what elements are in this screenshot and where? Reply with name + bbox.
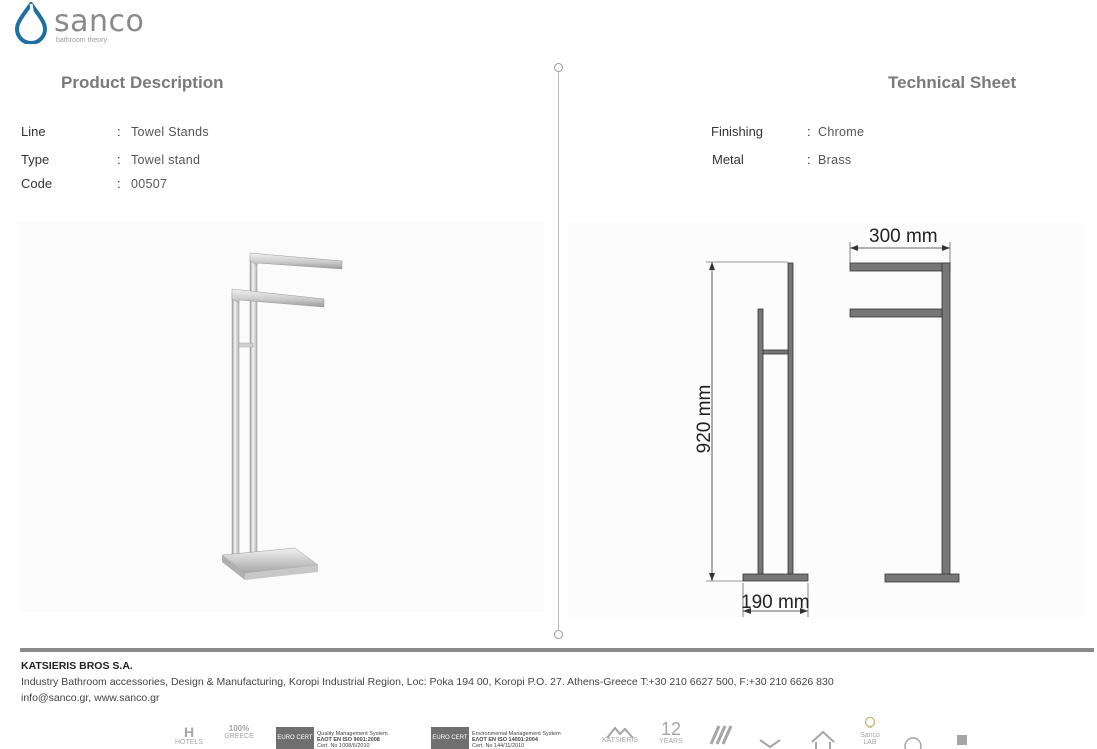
technical-sheet-title: Technical Sheet [888, 73, 1017, 92]
stripes-badge [706, 724, 734, 748]
greece-percent: 100% [228, 724, 250, 733]
chevron-badge-icon [758, 738, 782, 749]
finishing-label: Finishing [711, 124, 764, 139]
sanco-logo-icon [14, 2, 48, 44]
square-badge-icon [950, 732, 972, 749]
metal-label: Metal [712, 152, 744, 167]
years-number: 12 [660, 719, 682, 739]
height-dimension-label: 920 mm [694, 384, 715, 454]
lightbulb-icon [862, 716, 878, 730]
line-colon: : [117, 124, 121, 139]
hotels-icon: H [183, 724, 195, 740]
type-colon: : [117, 152, 121, 167]
code-value: 00507 [131, 177, 168, 191]
footer-rule [20, 648, 1094, 652]
brand-name: sanco [54, 4, 145, 39]
towel-stand-photo [200, 245, 360, 590]
line-label: Line [21, 124, 46, 139]
code-colon: : [117, 176, 121, 191]
greece-badge [222, 724, 256, 740]
years-badge [657, 720, 685, 745]
metal-colon: : [807, 152, 811, 167]
company-name: KATSIERIS BROS S.A. [21, 660, 133, 672]
iso9001-cert-no: Cert. No 1008/6/2010 [317, 743, 370, 749]
house-badge-icon [810, 730, 836, 749]
line-value: Towel Stands [131, 125, 209, 139]
brand-tagline: bathroom theory [56, 37, 107, 44]
iso14001-standard: ΕΛΟΤ EN ISO 14001:2004 [472, 737, 538, 743]
width-dimension-label: 300 mm [869, 226, 938, 247]
divider-bottom-dot [554, 630, 563, 639]
katsieris-label: KATSIERIS [601, 737, 639, 744]
product-description-title: Product Description [61, 73, 224, 92]
finishing-value: Chrome [818, 125, 865, 139]
type-label: Type [21, 152, 50, 167]
years-label: YEARS [659, 738, 683, 745]
sanco-lab-label: Sanco LAB [860, 732, 880, 746]
base-dimension-label: 190 mm [741, 592, 810, 613]
circle-badge-icon [903, 736, 923, 749]
iso14001-text [472, 731, 582, 749]
greece-label: GREECE [224, 733, 254, 740]
type-value: Towel stand [131, 153, 201, 167]
stripes-icon [707, 724, 733, 746]
euro-cert-9001-badge: EURO CERT [276, 727, 314, 749]
technical-drawing [690, 225, 980, 620]
katsieris-badge [600, 725, 640, 744]
hotels-label: HOTELS [174, 739, 203, 746]
hotels-badge [173, 725, 205, 746]
company-address: Industry Bathroom accessories, Design & Manufacturing, Koropi Industrial Region, Loc: Poka 194 00, Koropi P.O. 27. Athens-Greece T:+30 210 6627 500, F:+30 210 6626 830 [21, 676, 834, 688]
code-label: Code [21, 176, 53, 191]
company-contact: info@sanco.gr, www.sanco.gr [21, 692, 160, 704]
column-divider [558, 66, 559, 636]
iso9001-title: Quality Management System [317, 731, 388, 737]
iso14001-cert-no: Cert. No 144/11/2010 [472, 743, 525, 749]
metal-value: Brass [818, 153, 852, 167]
iso9001-text [317, 731, 427, 749]
iso14001-title: Environmental Management System [472, 731, 561, 737]
iso9001-standard: ΕΛΟΤ EN ISO 9001:2008 [317, 737, 380, 743]
sanco-lab-badge [855, 716, 885, 746]
euro-cert-14001-badge: EURO CERT [431, 727, 469, 749]
finishing-colon: : [807, 124, 811, 139]
divider-top-dot [554, 63, 563, 72]
